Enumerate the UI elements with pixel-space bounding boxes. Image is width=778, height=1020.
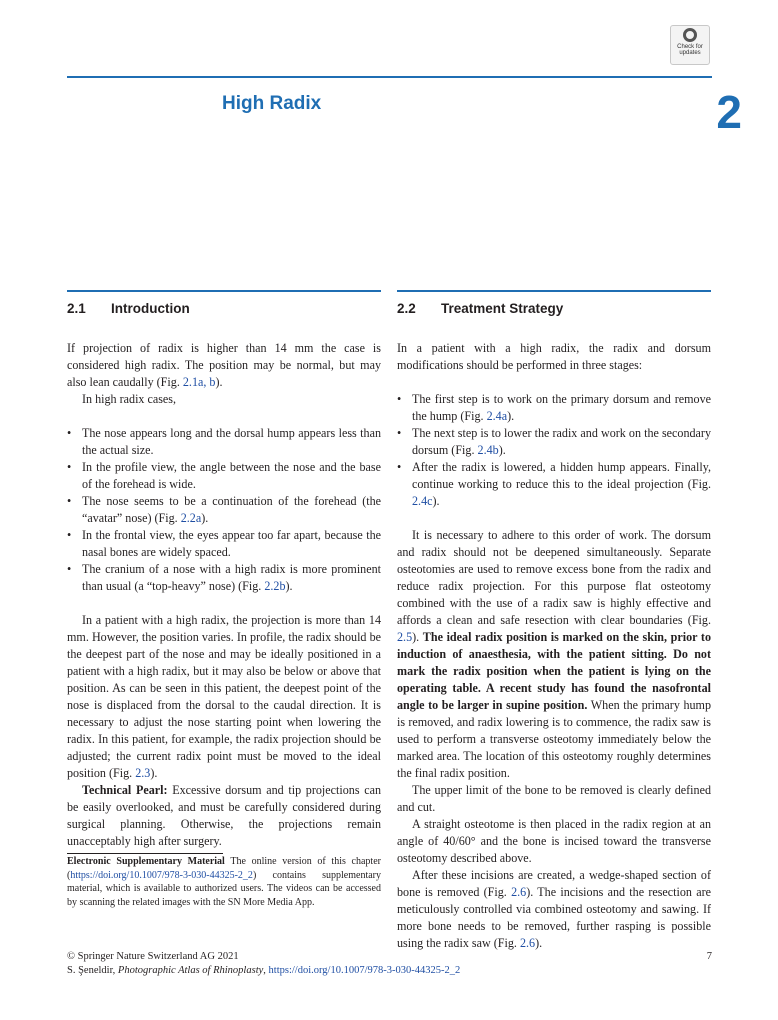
citation-doi-link[interactable]: https://doi.org/10.1007/978-3-030-44325-2_2 <box>268 965 461 976</box>
section-title: Treatment Strategy <box>441 301 564 316</box>
paragraph: After these incisions are created, a wedge-shaped section of bone is removed (Fig. 2.6). The incisions and the resection are meticulously controlled via combined osteotomy and sawing. If more bone needs to be removed, further rasping is possible using the radix saw (Fig. 2.6). <box>397 868 711 950</box>
section-heading-introduction <box>67 300 381 318</box>
list-item: • The nose seems to be a continuation of the forehead (the “avatar” nose) (Fig. 2.2a). <box>67 493 381 527</box>
right-column <box>397 290 711 952</box>
footnote <box>67 855 381 909</box>
doi-link[interactable]: https://doi.org/10.1007/978-3-030-44325-2_2 <box>70 869 253 881</box>
paragraph: In a patient with a high radix, the projection is more than 14 mm. However, the position varies. In profile, the radix should be the deepest part of the nose and may be ideally positioned in a patient with a high radix, but it may also be below or above that position. As can be seen in this patient, the deepest point of the nose is displaced from the dorsal to the caudal direction. It is necessary to adjust the nose starting point when lowering the radix. In this patient, for example, the radix projection should be adjusted; the current radix point must be moved to the ideal position (Fig. 2.3). <box>67 613 381 780</box>
figure-link[interactable]: 2.5 <box>397 630 413 644</box>
paragraph: If projection of radix is higher than 14 mm the case is considered high radix. The position may be normal, but may also lean caudally (Fig. 2.1a, b). <box>67 341 381 389</box>
figure-link[interactable]: 2.4b <box>477 443 499 457</box>
check-updates-icon <box>683 28 697 42</box>
chapter-title: High Radix <box>222 93 322 114</box>
figure-link[interactable]: 2.6 <box>511 885 527 899</box>
section-number: 2.2 <box>397 301 416 316</box>
bold-statement: The ideal radix position is marked on the skin, prior to induction of anaesthesia, with the patient sitting. Do not mark the radix position when the patient is lying on the operating table. A recent study has found the nasofrontal angle to be larger in supine position. <box>397 630 712 712</box>
paragraph: In a patient with a high radix, the radix and dorsum modifications should be performed in three stages: <box>397 341 711 372</box>
section-number: 2.1 <box>67 301 86 316</box>
list-item: • In the frontal view, the eyes appear too far apart, because the nasal bones are widely spaced. <box>67 527 381 561</box>
figure-link[interactable]: 2.1a, b <box>182 375 216 389</box>
book-title: Photographic Atlas of Rhinoplasty <box>117 965 264 976</box>
list-item: • After the radix is lowered, a hidden hump appears. Finally, continue working to reduce this to the ideal projection (Fig. 2.4c). <box>397 459 711 510</box>
paragraph: In high radix cases, <box>82 392 177 406</box>
page-footer <box>67 950 712 978</box>
paragraph: A straight osteotome is then placed in the radix region at an angle of 40/60° and the bone is incised toward the transverse osteotomy described above. <box>397 817 711 865</box>
figure-link[interactable]: 2.6 <box>519 936 536 950</box>
page-number: 7 <box>706 951 712 962</box>
list-item: • The next step is to lower the radix and work on the secondary dorsum (Fig. 2.4b). <box>397 425 711 459</box>
figure-link[interactable]: 2.2b <box>264 579 286 593</box>
paragraph: Technical Pearl: Excessive dorsum and tip projections can be easily overlooked, and must be carefully considered during surgical planning. Otherwise, the projections remain unacceptably high after surgery. <box>67 783 382 848</box>
figure-link[interactable]: 2.3 <box>135 766 151 780</box>
section-title: Introduction <box>111 301 190 316</box>
figure-link[interactable]: 2.4c <box>412 494 433 508</box>
figure-link[interactable]: 2.4a <box>486 409 508 423</box>
citation: S. Şeneldir, Photographic Atlas of Rhinoplasty, https://doi.org/10.1007/978-3-030-44325-2_2 <box>67 965 461 976</box>
top-rule <box>67 76 712 78</box>
paragraph: It is necessary to adhere to this order of work. The dorsum and radix should not be deepened simultaneously. Separate osteotomies are used to remove excess bone from the radix and reduce radix projection. For this purpose flat osteotomy combined with the use of a radix saw is highly effective and affords a clean and safe resection with clear boundaries (Fig. 2.5). The ideal radix position is marked on the skin, prior to induction of anaesthesia, with the patient sitting. Do not mark the radix position when the patient is lying on the operating table. A recent study has found the nasofrontal angle to be larger in supine position. When the primary hump is removed, and radix lowering is to commence, the radix saw is used to perform a transverse osteotomy immediately below the marked area. The location of this osteotomy roughly determines the final radix position. <box>397 528 712 780</box>
list-item: • In the profile view, the angle between the nose and the base of the forehead is wide. <box>67 459 381 493</box>
section-heading-treatment-strategy <box>397 300 711 318</box>
list-item: • The first step is to work on the primary dorsum and remove the hump (Fig. 2.4a). <box>397 391 711 425</box>
paragraph: The upper limit of the bone to be removed is clearly defined and cut. <box>397 783 711 814</box>
list-item: • The cranium of a nose with a high radix is more prominent than usual (a “top-heavy” nose) (Fig. 2.2b). <box>67 561 381 595</box>
footnote-label: Electronic Supplementary Material <box>67 856 225 867</box>
bullet-list <box>397 391 711 510</box>
copyright: © Springer Nature Switzerland AG 2021 <box>67 951 239 962</box>
footnote-text: Electronic Supplementary Material The online version of this chapter (https://doi.org/10.1007/978-3-030-44325-2_2) contains supplementary material, which is available to authorized users. The videos can be accessed by scanning the related images with the SN More Media App. <box>67 856 381 908</box>
list-item: • The nose appears long and the dorsal hump appears less than the actual size. <box>67 425 381 459</box>
section-rule <box>67 290 381 292</box>
badge-text: Check for updates <box>677 44 703 56</box>
figure-link[interactable]: 2.2a <box>180 511 202 525</box>
check-for-updates-badge[interactable] <box>670 25 710 65</box>
bullet-list <box>67 425 381 595</box>
chapter-number: 2 <box>716 86 742 138</box>
technical-pearl-label: Technical Pearl: <box>82 783 168 797</box>
left-column <box>67 290 381 850</box>
section-rule <box>397 290 711 292</box>
footnote-rule <box>67 853 223 854</box>
